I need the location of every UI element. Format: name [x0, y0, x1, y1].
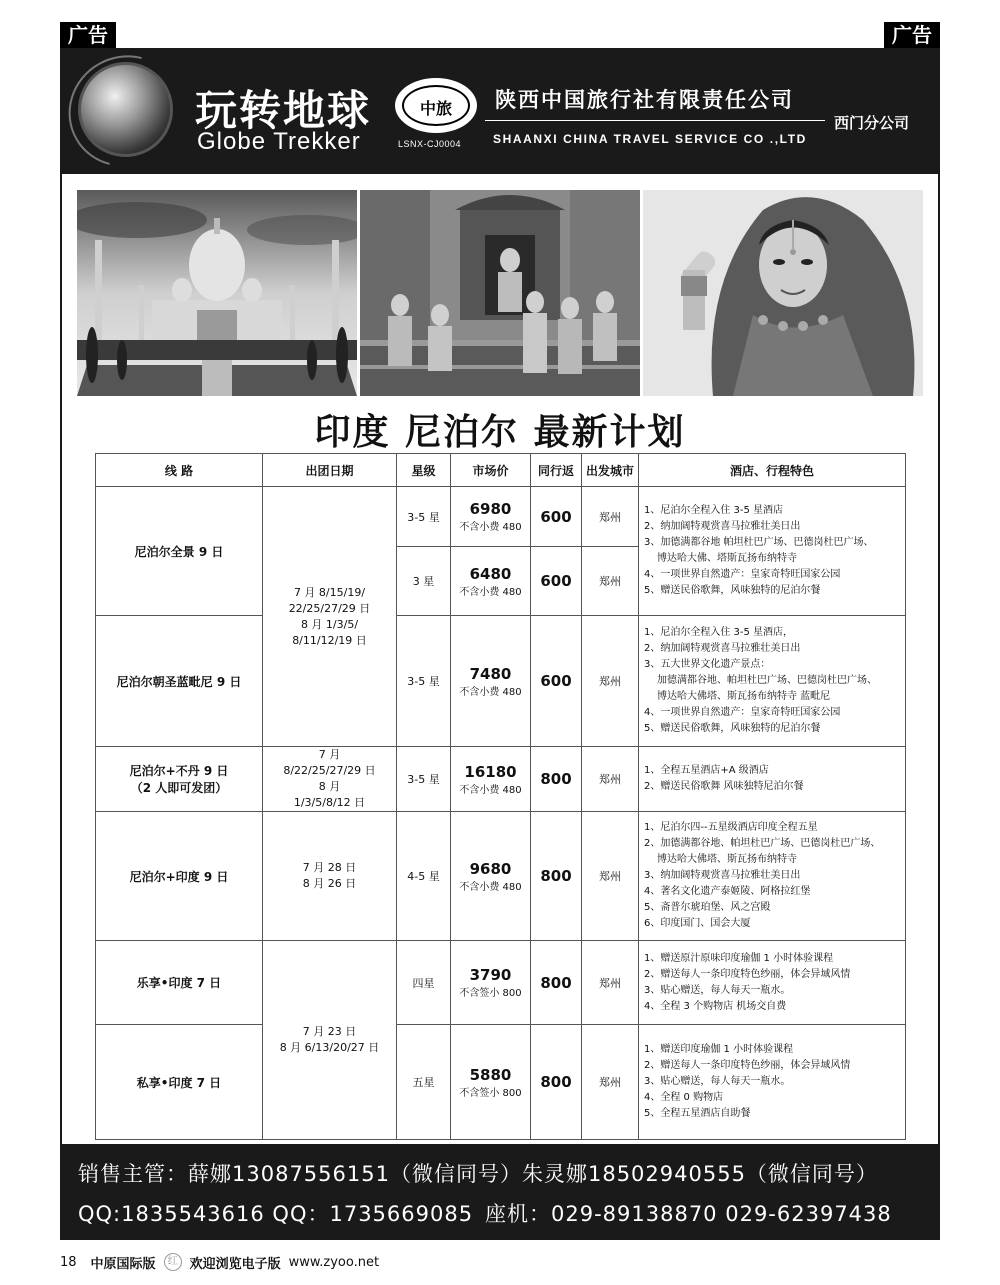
header-departure-city: 出发城市	[582, 454, 639, 487]
agent-rebate: 800	[531, 941, 582, 1025]
features-cell	[639, 487, 906, 616]
cts-logo-icon	[395, 78, 477, 133]
edition-name: 中原国际版	[90, 1256, 156, 1272]
departure-city: 郑州	[582, 616, 639, 747]
price-note: 不含小费 480	[459, 686, 522, 698]
landline-contacts: 座机：029-89138870 029-62397438	[485, 1202, 892, 1226]
price-value: 6480	[469, 564, 512, 583]
star-rating: 3 星	[397, 547, 451, 616]
star-rating: 五星	[397, 1025, 451, 1140]
feature-line: 4、一项世界自然遗产：皇家奇特旺国家公园	[644, 707, 841, 718]
header-route: 线 路	[96, 454, 263, 487]
feature-line: 1、尼泊尔全程入住 3-5 星酒店	[644, 505, 784, 516]
departure-city: 郑州	[582, 941, 639, 1025]
market-price-cell	[451, 616, 531, 747]
market-price-cell	[451, 1025, 531, 1140]
price-value: 3790	[469, 966, 512, 984]
company-name-cn: 陕西中国旅行社有限责任公司	[495, 88, 794, 112]
departure-dates: 7 月 8/22/25/27/29 日 8 月 1/3/5/8/12 日	[263, 747, 397, 812]
price-note: 不含签小 800	[459, 1087, 522, 1099]
page-footer	[60, 1250, 379, 1274]
feature-line: 博达哈大佛塔、斯瓦扬布纳特寺	[657, 854, 797, 865]
route-name-note: （2 人即可发团）	[130, 781, 228, 795]
price-value: 5880	[469, 1065, 512, 1084]
market-price-cell	[451, 941, 531, 1025]
table-row	[96, 487, 906, 547]
header-agent-rebate: 同行返	[531, 454, 582, 487]
feature-line: 1、尼泊尔全程入住 3-5 星酒店，	[644, 627, 794, 638]
feature-line: 1、全程五星酒店+A 级酒店	[644, 765, 769, 776]
sales-contacts: 销售主管：薛娜13087556151（微信同号）朱灵娜18502940555（微信同号）	[78, 1162, 878, 1186]
agent-rebate: 600	[531, 616, 582, 747]
feature-line: 2、赠送每人一条印度特色纱丽，体会异域风情	[644, 968, 851, 980]
feature-line: 5、赠送民俗歌舞，风味独特的尼泊尔餐	[644, 585, 821, 596]
feature-line: 4、一项世界自然遗产：皇家奇特旺国家公园	[644, 569, 841, 580]
feature-line: 1、赠送原汁原味印度瑜伽 1 小时体验课程	[644, 952, 834, 964]
cts-logo-text: 中旅	[419, 99, 452, 118]
price-note: 不含小费 480	[459, 586, 522, 598]
feature-line: 6、印度国门、国会大厦	[644, 918, 751, 929]
departure-dates: 7 月 23 日 8 月 6/13/20/27 日	[263, 941, 397, 1140]
departure-city: 郑州	[582, 1025, 639, 1140]
frame-border-left	[60, 174, 62, 1144]
feature-line: 1、赠送印度瑜伽 1 小时体验课程	[644, 1044, 794, 1055]
feature-line: 4、全程 0 购物店	[644, 1092, 724, 1103]
feature-line: 3、贴心赠送，每人每天一瓶水。	[644, 1076, 791, 1087]
agent-rebate: 800	[531, 1025, 582, 1140]
ad-tag-right: 广告	[884, 22, 940, 48]
feature-line: 2、纳加阔特观赏喜马拉雅壮美日出	[644, 521, 801, 532]
route-name-cell	[96, 747, 263, 812]
contact-footer	[60, 1144, 940, 1240]
red-badge-icon: 红	[164, 1253, 182, 1271]
sadhus-temple-photo	[360, 190, 640, 396]
feature-line: 5、全程五星酒店自助餐	[644, 1108, 751, 1119]
route-name: 尼泊尔全景 9 日	[96, 487, 263, 616]
star-rating: 3-5 星	[397, 487, 451, 547]
price-value: 7480	[469, 664, 512, 683]
price-note: 不含小费 480	[459, 881, 522, 893]
table-row	[96, 616, 906, 747]
company-name-en: SHAANXI CHINA TRAVEL SERVICE CO .,LTD	[493, 132, 807, 146]
price-note: 不含签小 800	[459, 988, 522, 999]
feature-line: 2、纳加阔特观赏喜马拉雅壮美日出	[644, 643, 801, 654]
taj-mahal-photo	[77, 190, 357, 396]
page-title: 印度 尼泊尔 最新计划	[314, 411, 686, 453]
table-row	[96, 941, 906, 1025]
slogan: 欢迎浏览电子版	[189, 1256, 281, 1272]
website-link[interactable]: www.zyoo.net	[288, 1254, 380, 1270]
header-star-rating: 星级	[397, 454, 451, 487]
brand-name-cn: 玩转地球	[195, 86, 372, 135]
route-name: 尼泊尔朝圣蓝毗尼 9 日	[96, 616, 263, 747]
feature-line: 5、赠送民俗歌舞，风味独特的尼泊尔餐	[644, 723, 821, 734]
indian-woman-photo	[643, 190, 923, 396]
brand-name-en: Globe Trekker	[197, 128, 361, 155]
feature-line: 博达哈大佛、塔斯瓦扬布纳特寺	[657, 553, 797, 564]
feature-line: 2、赠送民俗歌舞 风味独特尼泊尔餐	[644, 781, 804, 792]
agent-rebate: 600	[531, 547, 582, 616]
ad-header-banner	[60, 48, 940, 174]
branch-name: 西门分公司	[834, 114, 910, 132]
header-market-price: 市场价	[451, 454, 531, 487]
feature-line: 2、加德满都谷地、帕坦杜巴广场、巴德岗杜巴广场、	[644, 838, 881, 849]
market-price-cell	[451, 747, 531, 812]
features-cell	[639, 747, 906, 812]
star-rating: 四星	[397, 941, 451, 1025]
feature-line: 3、纳加阔特观赏喜马拉雅壮美日出	[644, 870, 801, 881]
departure-dates: 7 月 8/15/19/ 22/25/27/29 日 8 月 1/3/5/ 8/11/12/19 日	[263, 487, 397, 747]
frame-border-right	[938, 174, 940, 1144]
departure-dates: 7 月 28 日 8 月 26 日	[263, 812, 397, 941]
header-features: 酒店、行程特色	[639, 454, 906, 487]
feature-line: 3、加德满都谷地 帕坦杜巴广场、巴德岗杜巴广场、	[644, 537, 874, 548]
feature-line: 5、斋普尔琥珀堡、风之宫殿	[644, 902, 771, 913]
feature-line: 3、五大世界文化遗产景点：	[644, 659, 771, 670]
company-divider	[485, 120, 825, 121]
features-cell	[639, 1025, 906, 1140]
route-name: 尼泊尔+不丹 9 日	[129, 764, 229, 778]
qq-contacts: QQ:1835543616 QQ：1735669085	[78, 1202, 474, 1226]
globe-logo-icon	[78, 62, 173, 157]
market-price-cell	[451, 547, 531, 616]
table-row	[96, 1025, 906, 1140]
route-name: 私享•印度 7 日	[96, 1025, 263, 1140]
price-value: 6980	[469, 500, 512, 518]
market-price-cell	[451, 812, 531, 941]
ad-tag-left: 广告	[60, 22, 116, 48]
agent-rebate: 800	[531, 812, 582, 941]
route-name: 乐享•印度 7 日	[96, 941, 263, 1025]
features-cell	[639, 616, 906, 747]
table-header-row	[96, 454, 906, 487]
route-name: 尼泊尔+印度 9 日	[96, 812, 263, 941]
table-row	[96, 812, 906, 941]
price-note: 不含小费 480	[459, 522, 522, 533]
departure-city: 郑州	[582, 747, 639, 812]
agent-rebate: 600	[531, 487, 582, 547]
feature-line: 4、全程 3 个购物店 机场交自费	[644, 1000, 787, 1012]
star-rating: 3-5 星	[397, 616, 451, 747]
header-departure-dates: 出团日期	[263, 454, 397, 487]
departure-city: 郑州	[582, 547, 639, 616]
feature-line: 4、著名文化遗产泰姬陵、阿格拉红堡	[644, 886, 811, 897]
feature-line: 2、赠送每人一条印度特色纱丽，体会异域风情	[644, 1060, 851, 1071]
feature-line: 博达哈大佛塔、斯瓦扬布纳特寺 蓝毗尼	[657, 691, 831, 702]
page-number: 18	[60, 1254, 77, 1270]
feature-line: 加德满都谷地、帕坦杜巴广场、巴德岗杜巴广场、	[657, 675, 877, 686]
agent-rebate: 800	[531, 747, 582, 812]
features-cell	[639, 812, 906, 941]
feature-line: 3、贴心赠送，每人每天一瓶水。	[644, 984, 791, 996]
departure-city: 郑州	[582, 487, 639, 547]
license-number: LSNX-CJ0004	[398, 139, 462, 149]
star-rating: 4-5 星	[397, 812, 451, 941]
price-note: 不含小费 480	[459, 784, 522, 796]
departure-city: 郑州	[582, 812, 639, 941]
features-cell	[639, 941, 906, 1025]
feature-line: 1、尼泊尔四--五星级酒店印度全程五星	[644, 822, 818, 833]
market-price-cell	[451, 487, 531, 547]
price-value: 16180	[464, 762, 517, 781]
star-rating: 3-5 星	[397, 747, 451, 812]
price-value: 9680	[469, 859, 512, 878]
itinerary-table	[95, 453, 906, 1140]
table-row	[96, 747, 906, 812]
